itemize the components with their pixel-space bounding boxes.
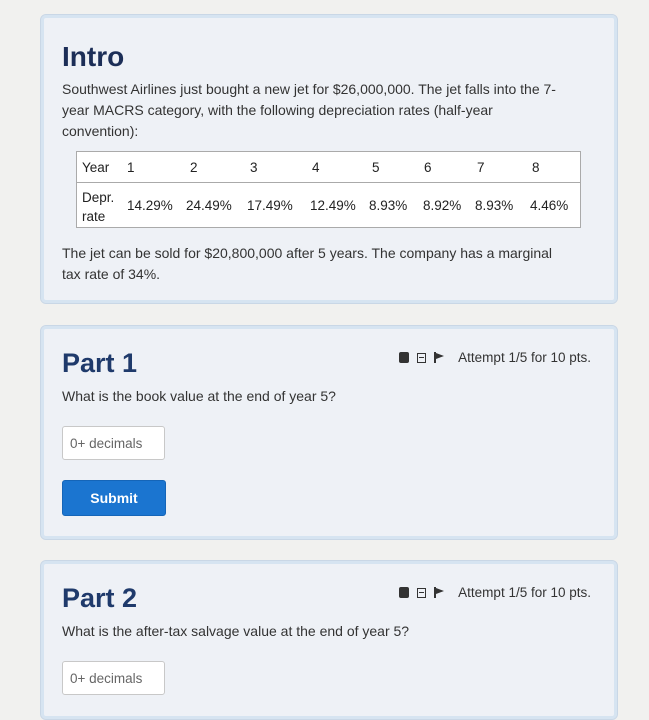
part1-title: Part 1	[62, 348, 138, 378]
sale-description-line: The jet can be sold for $20,800,000 after 5 years. The company has a marginal	[62, 245, 553, 261]
year-cell: 8	[532, 159, 540, 175]
rate-cell: 8.92%	[423, 197, 462, 213]
rate-cell: 8.93%	[369, 197, 408, 213]
part2-question: What is the after-tax salvage value at the end of year 5?	[62, 623, 410, 639]
year-cell: 4	[312, 159, 320, 175]
part2-attempt-bar	[399, 585, 591, 600]
year-cell: 2	[190, 159, 198, 175]
depr-row	[77, 183, 581, 228]
rate-cell: 12.49%	[310, 197, 356, 213]
intro-card	[40, 14, 618, 304]
submit-button[interactable]: Submit	[62, 480, 166, 516]
depr-rate-header	[82, 188, 114, 226]
year-cell: 5	[372, 159, 380, 175]
save-icon[interactable]	[399, 352, 409, 363]
flag-icon[interactable]	[434, 352, 444, 363]
flag-icon[interactable]	[434, 587, 444, 598]
part1-answer-input[interactable]	[62, 426, 165, 460]
sale-description-line: tax rate of 34%.	[62, 266, 161, 282]
notes-icon[interactable]	[417, 353, 426, 363]
year-cell: 3	[250, 159, 258, 175]
sale-description	[62, 243, 552, 285]
year-header: Year	[82, 159, 110, 175]
part2-attempt-text: Attempt 1/5 for 10 pts.	[458, 585, 591, 600]
year-cell: 7	[477, 159, 485, 175]
part2-title: Part 2	[62, 583, 138, 613]
part1-attempt-text: Attempt 1/5 for 10 pts.	[458, 350, 591, 365]
intro-description-line: convention):	[62, 123, 139, 139]
intro-title: Intro	[62, 41, 125, 72]
year-cell: 6	[424, 159, 432, 175]
part1-question: What is the book value at the end of year 5?	[62, 388, 336, 404]
depreciation-table	[76, 151, 581, 228]
notes-icon[interactable]	[417, 588, 426, 598]
rate-cell: 24.49%	[186, 197, 232, 213]
intro-description	[62, 79, 556, 142]
rate-cell: 8.93%	[475, 197, 514, 213]
part2-card	[40, 560, 618, 720]
year-cell: 1	[127, 159, 135, 175]
save-icon[interactable]	[399, 587, 409, 598]
part1-card	[40, 325, 618, 540]
part2-answer-input[interactable]	[62, 661, 165, 695]
intro-description-line: year MACRS category, with the following depreciation rates (half-year	[62, 102, 493, 118]
part1-attempt-bar	[399, 350, 591, 365]
year-row	[77, 152, 581, 183]
rate-label: rate	[82, 209, 106, 224]
rate-cell: 14.29%	[127, 197, 173, 213]
rate-cell: 4.46%	[530, 197, 569, 213]
depr-label: Depr.	[82, 190, 115, 205]
intro-description-line: Southwest Airlines just bought a new jet for $26,000,000. The jet falls into the 7-	[62, 81, 556, 97]
rate-cell: 17.49%	[247, 197, 293, 213]
